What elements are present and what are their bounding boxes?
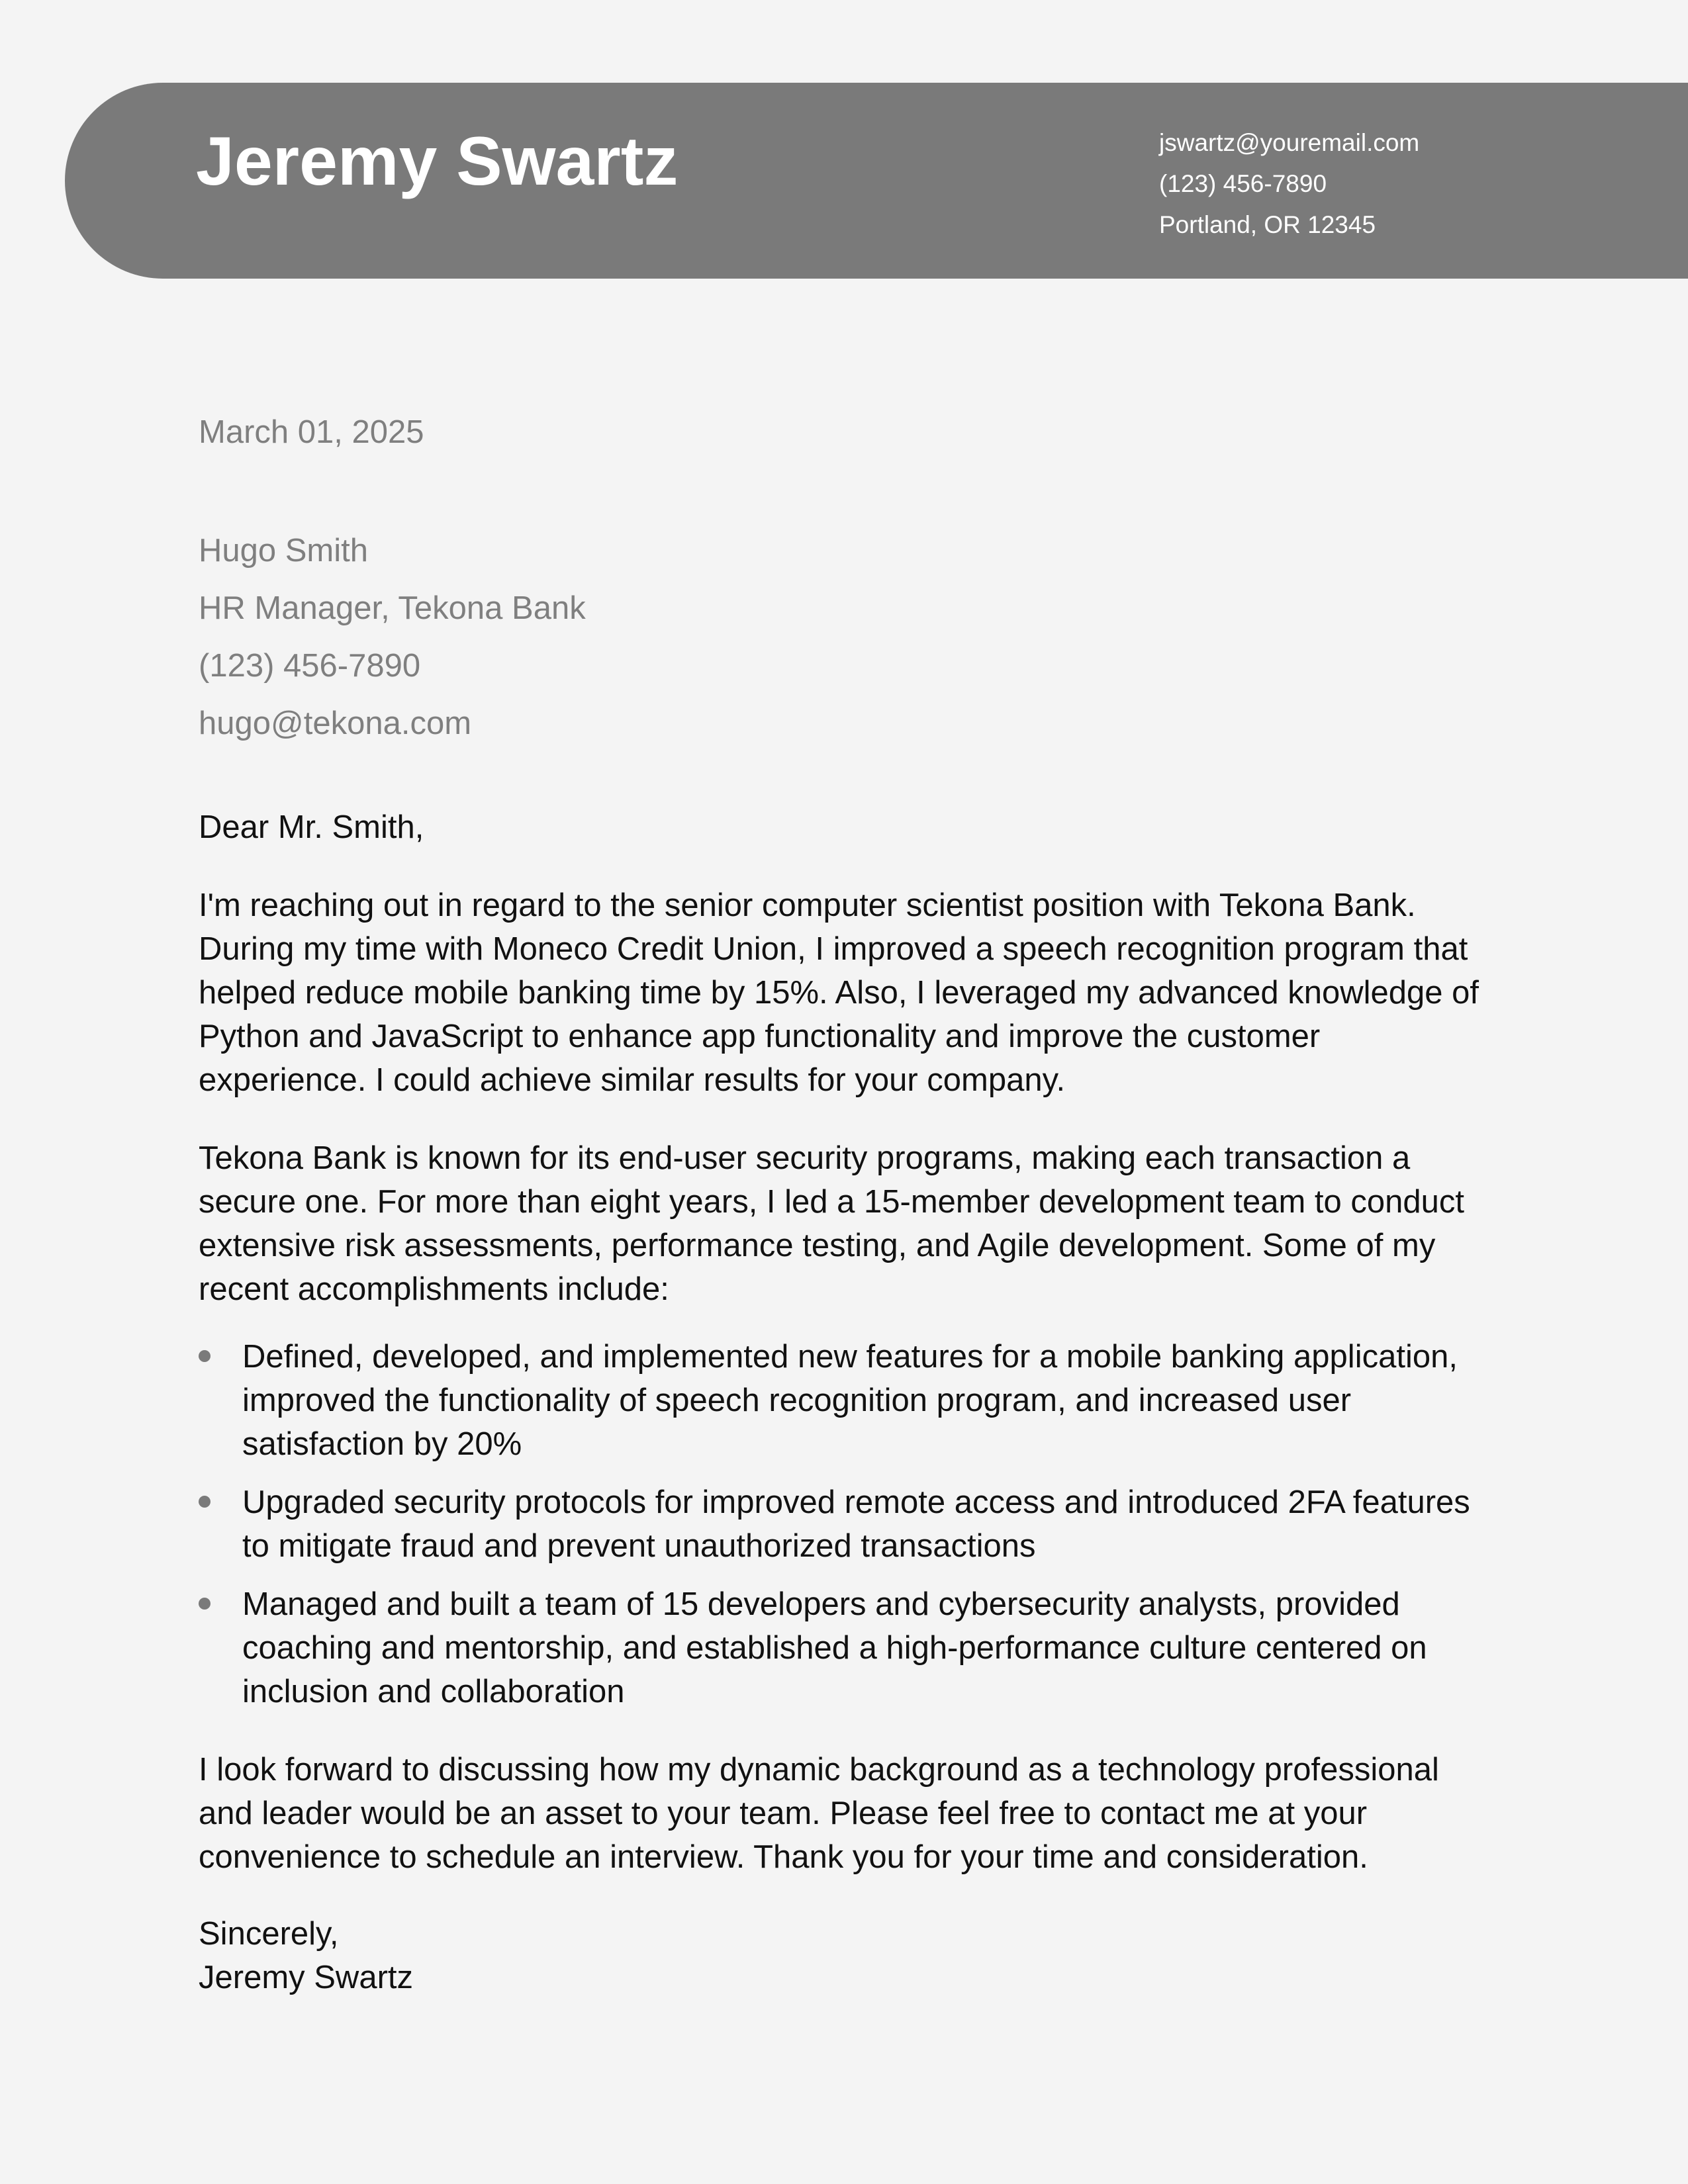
letter-date: March 01, 2025 <box>199 414 424 450</box>
paragraph-closing: I look forward to discussing how my dynamic background as a technology professional and leader would be an asset to your team. Please feel free to contact me at your convenience to schedule an interview. Thank you for your time and consideration. <box>199 1751 1439 1875</box>
sender-location: Portland, OR 12345 <box>1159 211 1376 238</box>
recipient-block <box>199 522 1496 752</box>
recipient-name: Hugo Smith <box>199 532 369 569</box>
list-item <box>199 1335 1496 1466</box>
list-item-text: Defined, developed, and implemented new features for a mobile banking application, improved the functionality of speech recognition program, and increased user satisfaction by 20% <box>242 1338 1458 1462</box>
salutation: Dear Mr. Smith, <box>199 809 424 845</box>
letter-body <box>199 413 1496 1999</box>
paragraph-experience: Tekona Bank is known for its end-user security programs, making each transaction a secure one. For more than eight years, I led a 15-member development team to conduct extensive risk assessments, performance testing, and Agile development. Some of my recent accomplishments include: <box>199 1140 1465 1307</box>
accomplishments-list <box>199 1335 1496 1713</box>
bullet-icon <box>199 1598 211 1610</box>
sender-contact <box>1159 122 1419 246</box>
sender-name: Jeremy Swartz <box>196 123 679 200</box>
recipient-phone: (123) 456-7890 <box>199 647 421 684</box>
sender-phone: (123) 456-7890 <box>1159 170 1327 197</box>
signature-name: Jeremy Swartz <box>199 1959 414 1995</box>
list-item-text: Upgraded security protocols for improved remote access and introduced 2FA features to mitigate fraud and prevent unauthorized transactions <box>242 1484 1470 1564</box>
recipient-email: hugo@tekona.com <box>199 705 472 741</box>
bullet-icon <box>199 1350 211 1362</box>
sender-email: jswartz@youremail.com <box>1159 129 1420 156</box>
list-item <box>199 1582 1496 1713</box>
closing-phrase: Sincerely, <box>199 1915 339 1952</box>
sign-off <box>199 1912 1496 1999</box>
list-item <box>199 1480 1496 1568</box>
header-banner <box>65 83 1688 279</box>
paragraph-intro: I'm reaching out in regard to the senior computer scientist position with Tekona Bank. During my time with Moneco Credit Union, I improved a speech recognition program that helped reduce mobile banking time by 15%. Also, I leveraged my advanced knowledge of Python and JavaScript to enhance app functionality and improve the customer experience. I could achieve similar results for your company. <box>199 887 1479 1098</box>
bullet-icon <box>199 1496 211 1508</box>
recipient-title: HR Manager, Tekona Bank <box>199 590 586 626</box>
list-item-text: Managed and built a team of 15 developers and cybersecurity analysts, provided coaching and mentorship, and established a high-performance culture centered on inclusion and collaboration <box>242 1586 1427 1709</box>
